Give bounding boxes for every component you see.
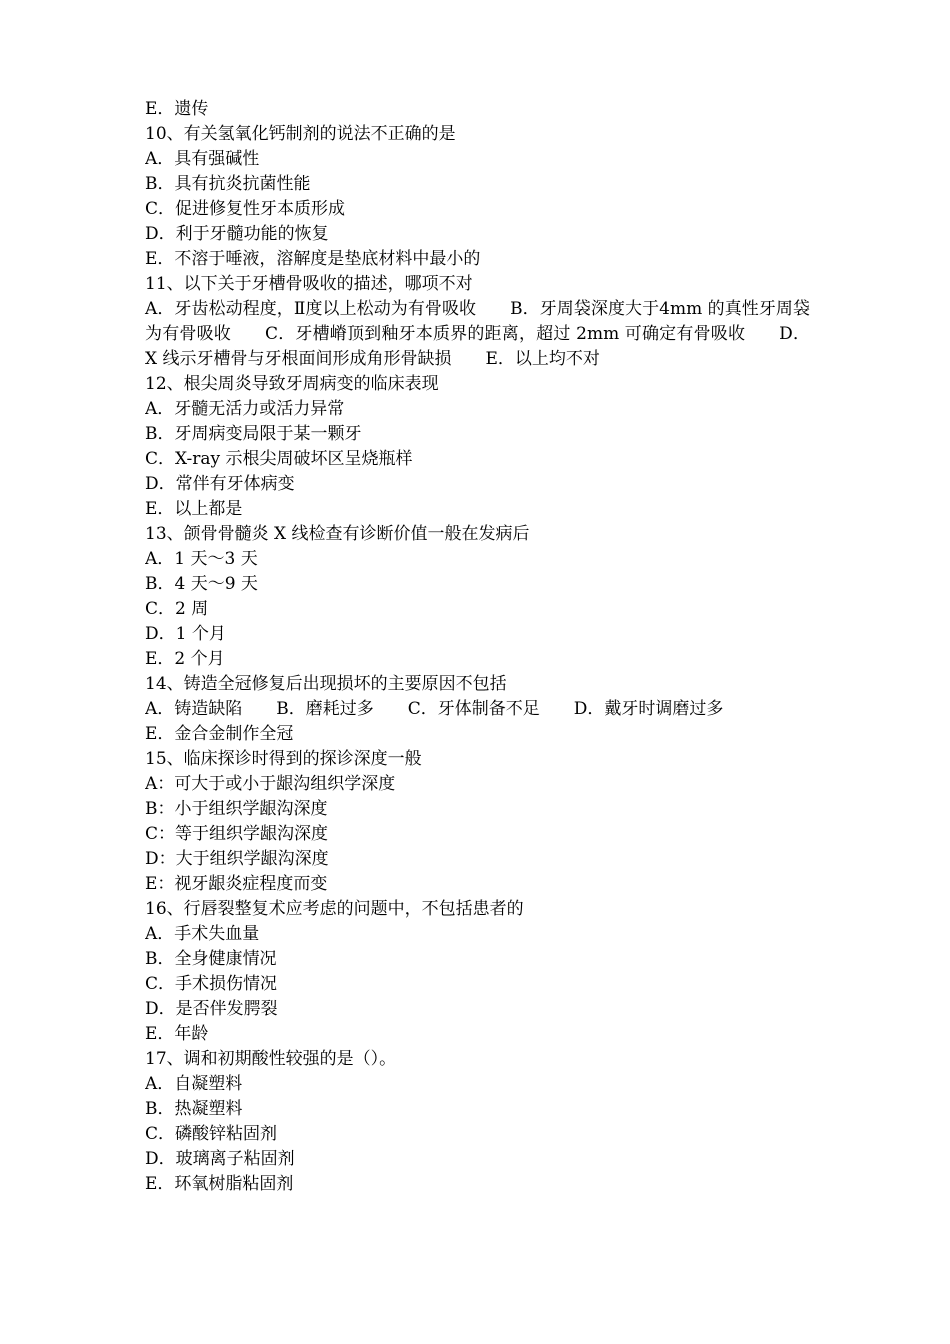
question-15: 15、临床探诊时得到的探诊深度一般 xyxy=(145,749,422,769)
option-text: D．是否伴发腭裂 xyxy=(145,999,278,1019)
document-body xyxy=(145,97,810,1197)
question-11: 11、以下关于牙槽骨吸收的描述，哪项不对 xyxy=(145,274,473,294)
option-text: E．以上均不对 xyxy=(485,349,600,369)
option-text: E：视牙龈炎症程度而变 xyxy=(145,874,328,894)
option-text: B：小于组织学龈沟深度 xyxy=(145,799,328,819)
option-text: D．常伴有牙体病变 xyxy=(145,474,295,494)
question-14-options xyxy=(145,697,810,722)
question-11-options xyxy=(145,297,810,372)
option-text: B．磨耗过多 xyxy=(276,699,374,719)
option-text: B．热凝塑料 xyxy=(145,1099,243,1119)
option-text: C：等于组织学龈沟深度 xyxy=(145,824,329,844)
option-text: D．玻璃离子粘固剂 xyxy=(145,1149,295,1169)
option-text: D．1 个月 xyxy=(145,624,226,644)
option-text: C．磷酸锌粘固剂 xyxy=(145,1124,278,1144)
option-text: D．利于牙髓功能的恢复 xyxy=(145,224,329,244)
option-text: A．铸造缺陷 xyxy=(145,699,243,719)
option-text: D．X 线示牙槽骨与牙根面间形成角形骨缺损 xyxy=(145,324,810,369)
question-16: 16、行唇裂整复术应考虑的问题中，不包括患者的 xyxy=(145,899,524,919)
option-text: E．遗传 xyxy=(145,99,209,119)
question-13: 13、颌骨骨髓炎 X 线检查有诊断价值一般在发病后 xyxy=(145,524,530,544)
option-text: A．牙髓无活力或活力异常 xyxy=(145,399,345,419)
option-text: A．1 天～3 天 xyxy=(145,549,258,569)
option-text: B．4 天～9 天 xyxy=(145,574,258,594)
option-text: A．手术失血量 xyxy=(145,924,260,944)
question-17: 17、调和初期酸性较强的是（）。 xyxy=(145,1049,397,1069)
option-text: E．金合金制作全冠 xyxy=(145,724,294,744)
question-12: 12、根尖周炎导致牙周病变的临床表现 xyxy=(145,374,439,394)
option-text: A．牙齿松动程度，Ⅱ度以上松动为有骨吸收 xyxy=(145,299,477,319)
option-text: E．不溶于唾液，溶解度是垫底材料中最小的 xyxy=(145,249,481,269)
option-text: D．戴牙时调磨过多 xyxy=(573,699,724,719)
option-text: C．X-ray 示根尖周破坏区呈烧瓶样 xyxy=(145,449,413,469)
option-text: C．牙槽嵴顶到釉牙本质界的距离，超过 2mm 可确定有骨吸收 xyxy=(264,324,746,344)
option-text: A．自凝塑料 xyxy=(145,1074,243,1094)
option-text: B．全身健康情况 xyxy=(145,949,277,969)
option-text: C．2 周 xyxy=(145,599,209,619)
option-text: C．牙体制备不足 xyxy=(407,699,540,719)
question-14: 14、铸造全冠修复后出现损坏的主要原因不包括 xyxy=(145,674,507,694)
option-text: C．促进修复性牙本质形成 xyxy=(145,199,346,219)
option-text: E．环氧树脂粘固剂 xyxy=(145,1174,294,1194)
option-text: E．2 个月 xyxy=(145,649,225,669)
option-text: B．具有抗炎抗菌性能 xyxy=(145,174,311,194)
option-text: B．牙周袋深度大于4mm 的真性牙周袋为有骨吸收 xyxy=(145,299,810,344)
option-text: E．年龄 xyxy=(145,1024,209,1044)
option-text: A．具有强碱性 xyxy=(145,149,260,169)
option-text: C．手术损伤情况 xyxy=(145,974,278,994)
option-text: B．牙周病变局限于某一颗牙 xyxy=(145,424,362,444)
option-text: A：可大于或小于龈沟组织学深度 xyxy=(145,774,396,794)
question-10: 10、有关氢氧化钙制剂的说法不正确的是 xyxy=(145,124,456,144)
option-text: E．以上都是 xyxy=(145,499,243,519)
option-text: D：大于组织学龈沟深度 xyxy=(145,849,329,869)
